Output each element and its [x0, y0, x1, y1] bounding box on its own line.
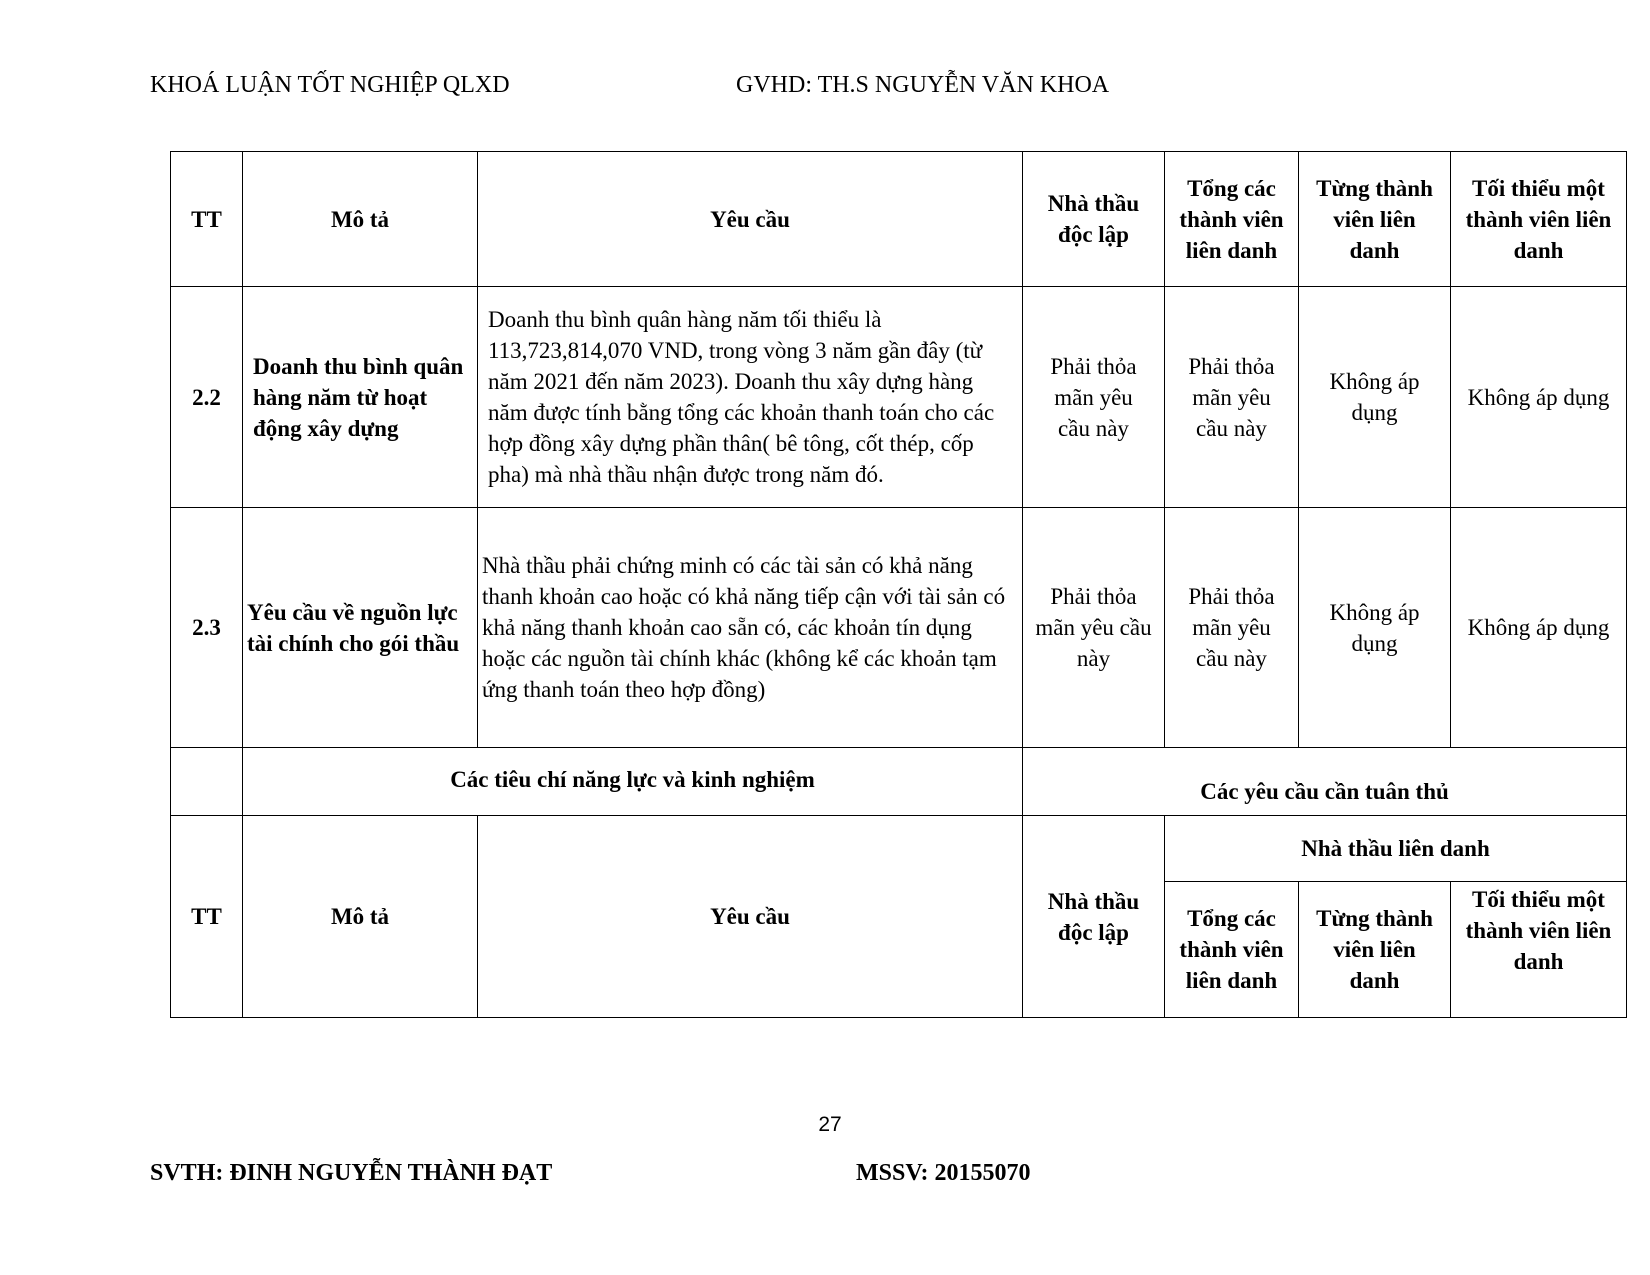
- col-header-tt: TT: [171, 816, 243, 1018]
- row-tong-cac: Phải thỏa mãn yêu cầu này: [1165, 508, 1299, 748]
- section-compliance-label: Các yêu cầu cần tuân thủ: [1023, 748, 1627, 816]
- col-header-tt: TT: [171, 152, 243, 287]
- col-header-yeu-cau: Yêu cầu: [478, 152, 1023, 287]
- row-doc-lap: Phải thỏa mãn yêu cầu này: [1023, 287, 1165, 508]
- row-toi-thieu: Không áp dụng: [1451, 508, 1627, 748]
- col-header-tung: Từng thành viên liên danh: [1299, 882, 1451, 1018]
- col-header-tong-cac: Tổng các thành viên liên danh: [1165, 882, 1299, 1018]
- row-tt: 2.3: [171, 508, 243, 748]
- table-row: [171, 508, 1627, 748]
- section-row: [171, 748, 1627, 816]
- col-header-tong-cac: Tổng các thành viên liên danh: [1165, 152, 1299, 287]
- table-row: [171, 287, 1627, 508]
- page-number: 27: [818, 1113, 842, 1136]
- table-header-row-2: [171, 816, 1627, 882]
- header-thesis-title: KHOÁ LUẬN TỐT NGHIỆP QLXD: [150, 72, 510, 98]
- row-tung: Không áp dụng: [1299, 287, 1451, 508]
- footer-student-id: MSSV: 20155070: [856, 1160, 1031, 1186]
- footer-student-name: SVTH: ĐINH NGUYỄN THÀNH ĐẠT: [150, 1160, 553, 1186]
- row-tt: 2.2: [171, 287, 243, 508]
- row-yeu-cau: Doanh thu bình quân hàng năm tối thiểu là 113,723,814,070 VND, trong vòng 3 năm gần đây (từ năm 2021 đến năm 2023). Doanh thu xây dựng hàng năm được tính bằng tổng các khoản thanh toán cho các hợp đồng xây dựng phần thân( bê tông, cốt thép, cốp pha) mà nhà thầu nhận được trong năm đó.: [478, 287, 1023, 508]
- row-mo-ta: Doanh thu bình quân hàng năm từ hoạt động xây dựng: [243, 287, 478, 508]
- row-doc-lap: Phải thỏa mãn yêu cầu này: [1023, 508, 1165, 748]
- col-header-toi-thieu: Tối thiểu một thành viên liên danh: [1451, 152, 1627, 287]
- table-header-row: [171, 152, 1627, 287]
- row-tung: Không áp dụng: [1299, 508, 1451, 748]
- col-header-mo-ta: Mô tả: [243, 152, 478, 287]
- col-header-mo-ta: Mô tả: [243, 816, 478, 1018]
- row-tong-cac: Phải thỏa mãn yêu cầu này: [1165, 287, 1299, 508]
- row-yeu-cau: Nhà thầu phải chứng minh có các tài sản có khả năng thanh khoản cao hoặc có khả năng tiếp cận với tài sản có khả năng thanh khoản cao sẵn có, các khoản tín dụng hoặc các nguồn tài chính khác (không kể các khoản tạm ứng thanh toán theo hợp đồng): [478, 508, 1023, 748]
- section-criteria-label: Các tiêu chí năng lực và kinh nghiệm: [243, 748, 1023, 816]
- row-toi-thieu: Không áp dụng: [1451, 287, 1627, 508]
- col-header-tung: Từng thành viên liên danh: [1299, 152, 1451, 287]
- requirements-table: [170, 151, 1627, 1018]
- section-empty-cell: [171, 748, 243, 816]
- col-header-yeu-cau: Yêu cầu: [478, 816, 1023, 1018]
- row-mo-ta: Yêu cầu về nguồn lực tài chính cho gói thầu: [243, 508, 478, 748]
- header-supervisor: GVHD: TH.S NGUYỄN VĂN KHOA: [736, 72, 1110, 98]
- col-header-doc-lap: Nhà thầu độc lập: [1023, 152, 1165, 287]
- col-header-toi-thieu: Tối thiểu một thành viên liên danh: [1451, 882, 1627, 1018]
- col-header-lien-danh: Nhà thầu liên danh: [1165, 816, 1627, 882]
- col-header-doc-lap: Nhà thầu độc lập: [1023, 816, 1165, 1018]
